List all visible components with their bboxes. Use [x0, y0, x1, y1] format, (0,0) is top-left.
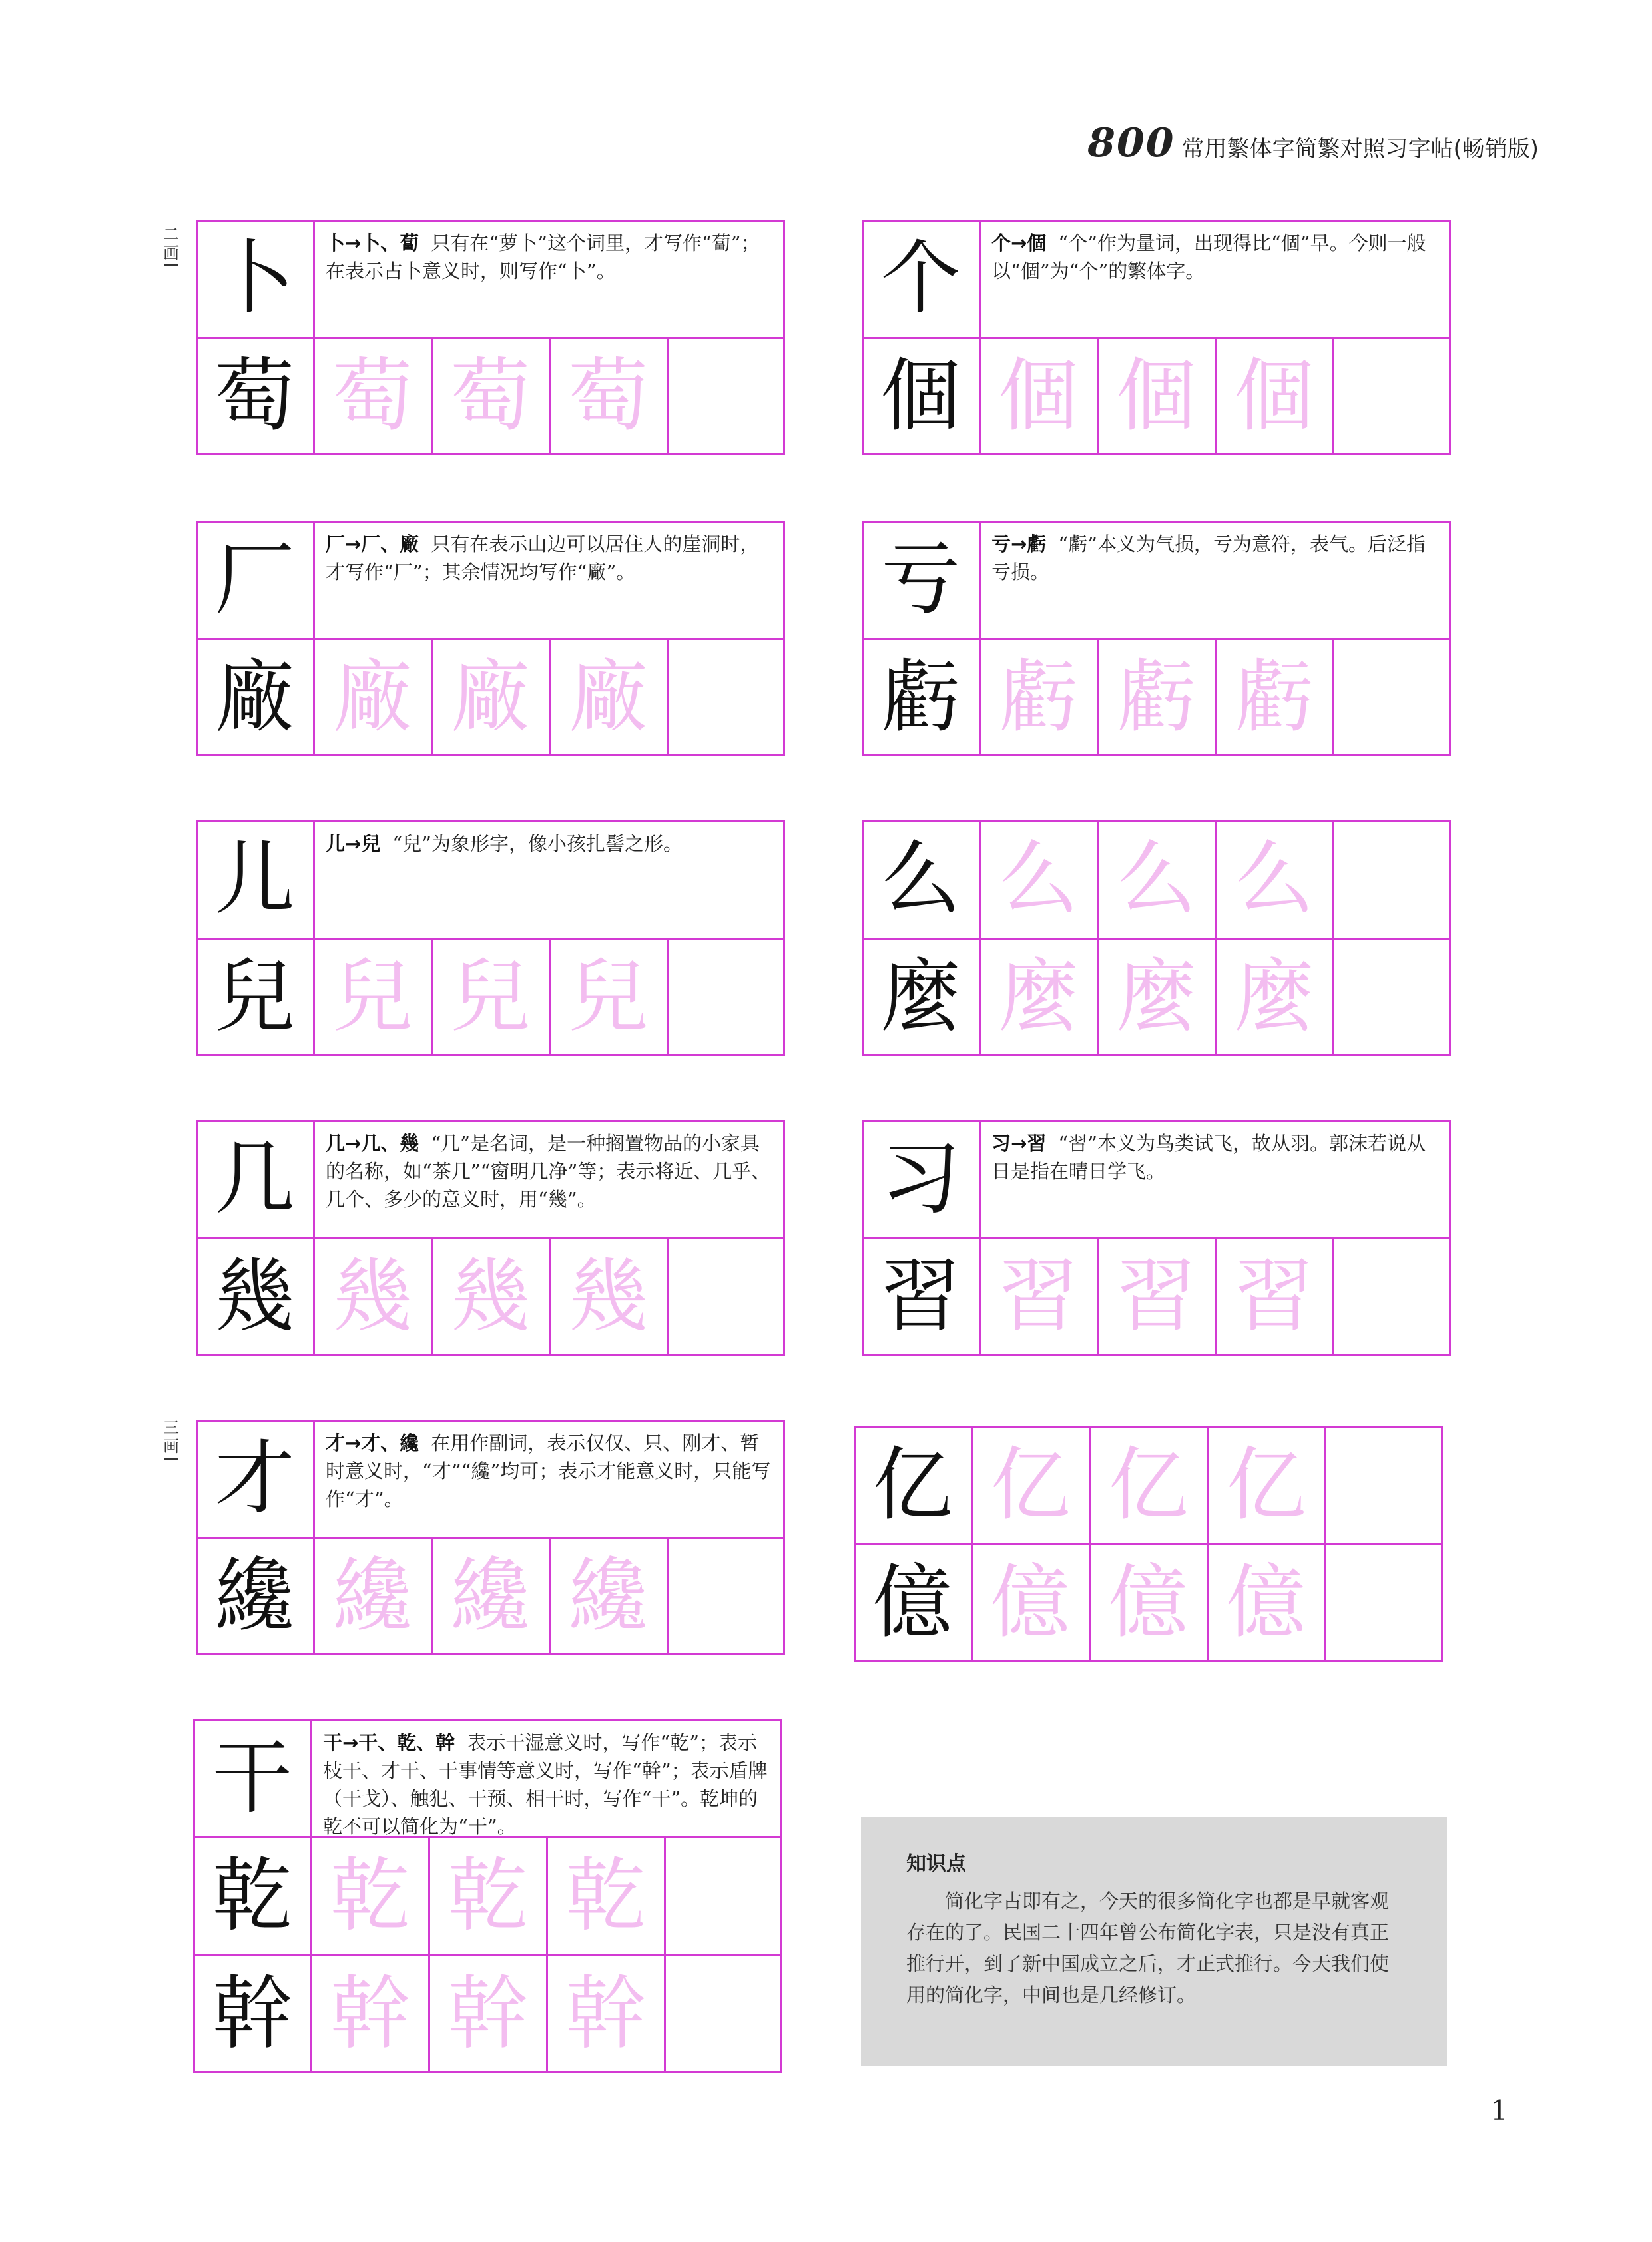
trace-char: 億 — [1108, 1556, 1189, 1649]
simplified-char-cell — [862, 1120, 979, 1238]
trace-cell — [431, 338, 549, 455]
trace-char: 兒 — [450, 950, 531, 1043]
trace-cell — [549, 938, 667, 1056]
book-number: 800 — [1087, 120, 1175, 166]
trace-char: 兒 — [568, 950, 649, 1043]
note-text — [314, 1120, 785, 1238]
trace-char: 幾 — [450, 1250, 531, 1343]
trace-char: 虧 — [998, 651, 1079, 744]
knowledge-title: 知识点 — [906, 1852, 966, 1876]
note-text — [314, 521, 785, 639]
char-card — [196, 1120, 785, 1356]
trace-cell — [314, 338, 431, 455]
note-heading: 厂→厂、廠 — [326, 533, 419, 555]
traditional-char-cell — [196, 1538, 314, 1655]
char-card — [862, 521, 1451, 756]
trace-cell — [979, 639, 1097, 756]
traditional-char-cell — [862, 338, 979, 455]
traditional-char-cell — [854, 1544, 971, 1662]
simplified-char-cell — [862, 521, 979, 639]
trace-cell — [549, 1238, 667, 1356]
note-heading: 干→干、乾、幹 — [323, 1731, 455, 1754]
note-heading: 习→習 — [991, 1132, 1047, 1155]
trace-cell — [1207, 1426, 1325, 1544]
simplified-char: 几 — [214, 1132, 295, 1225]
trace-cell — [1215, 820, 1333, 938]
trace-char: 幾 — [568, 1250, 649, 1343]
traditional-char: 麼 — [880, 950, 961, 1043]
note-body: 表示干湿意义时，写作“乾”；表示枝干、才干、干事情等意义时，写作“幹”；表示盾牌（干戈）、触犯、干预、相干时，写作“干”。乾坤的乾不可以简化为“干”。 — [323, 1731, 768, 1837]
trace-cell — [429, 1955, 547, 2073]
simplified-char-cell — [196, 1120, 314, 1238]
traditional-char-cell — [862, 938, 979, 1056]
note-heading: 个→個 — [991, 232, 1047, 254]
trace-char: 廠 — [568, 651, 649, 744]
trace-cell — [549, 639, 667, 756]
char-card — [862, 220, 1451, 455]
trace-char: 亿 — [1108, 1438, 1189, 1532]
trace-cell — [311, 1837, 429, 1955]
note-body: “几”是名词，是一种搁置物品的小家具的名称，如“茶几”“窗明几净”等；表示将近、几乎、几个、多少的意义时，用“幾”。 — [326, 1132, 771, 1211]
section-label-three-strokes: 三画 — [161, 1418, 181, 1456]
trace-char: 億 — [1226, 1556, 1306, 1649]
note-text — [311, 1719, 782, 1837]
char-card — [193, 1719, 782, 2073]
traditional-char: 幹 — [212, 1967, 292, 2060]
trace-cell — [429, 1837, 547, 1955]
traditional-char-cell — [196, 338, 314, 455]
traditional-char: 兒 — [214, 950, 295, 1043]
trace-cell — [431, 938, 549, 1056]
trace-char: 萄 — [568, 350, 649, 443]
traditional-char-cell — [862, 639, 979, 756]
traditional-char: 億 — [872, 1556, 953, 1649]
traditional-char: 習 — [880, 1250, 961, 1343]
trace-char: 幾 — [332, 1250, 413, 1343]
simplified-char: 亿 — [872, 1438, 953, 1532]
trace-char: 亿 — [990, 1438, 1071, 1532]
note-body: “習”本义为鸟类试飞，故从羽。郭沫若说从日是指在晴日学飞。 — [991, 1132, 1426, 1183]
traditional-char: 乾 — [212, 1849, 292, 1942]
traditional-char: 纔 — [214, 1549, 295, 1643]
knowledge-text: 简化字古即有之，今天的很多简化字也都是早就客观存在的了。民国二十四年曾公布简化字表，只是没有真正推行开，到了新中国成立之后，才正式推行。今天我们使用的简化字，中间也是几经修订。 — [906, 1890, 1390, 2006]
trace-char: 乾 — [565, 1849, 646, 1942]
page-number: 1 — [1490, 2094, 1508, 2127]
page-header — [1087, 120, 1539, 173]
trace-cell — [1215, 639, 1333, 756]
char-card — [862, 1120, 1451, 1356]
simplified-char: 亏 — [880, 533, 961, 626]
trace-cell — [314, 1538, 431, 1655]
char-card — [196, 521, 785, 756]
trace-cell — [979, 1238, 1097, 1356]
note-body: 只有在表示山边可以居住人的崖洞时，才写作“厂”；其余情况均写作“廠”。 — [326, 533, 760, 583]
trace-char: 虧 — [1234, 651, 1314, 744]
trace-cell — [1097, 639, 1215, 756]
traditional-char: 虧 — [880, 651, 961, 744]
trace-char: 習 — [998, 1250, 1079, 1343]
trace-char: 廠 — [450, 651, 531, 744]
trace-cell — [1215, 938, 1333, 1056]
trace-cell — [971, 1544, 1089, 1662]
trace-char: 個 — [1234, 350, 1314, 443]
char-card — [196, 820, 785, 1056]
note-heading: 才→才、纔 — [326, 1432, 419, 1454]
trace-cell — [1089, 1544, 1207, 1662]
simplified-char: 儿 — [214, 832, 295, 926]
traditional-char: 個 — [880, 350, 961, 443]
trace-char: 幹 — [565, 1967, 646, 2060]
note-text — [979, 220, 1451, 338]
trace-cell — [314, 639, 431, 756]
char-card — [854, 1426, 1443, 1662]
trace-char: 纔 — [450, 1549, 531, 1643]
trace-char: 么 — [1234, 832, 1314, 926]
trace-cell — [1215, 1238, 1333, 1356]
trace-cell — [547, 1955, 665, 2073]
trace-char: 廠 — [332, 651, 413, 744]
trace-cell — [314, 938, 431, 1056]
trace-char: 個 — [998, 350, 1079, 443]
simplified-char: 么 — [880, 832, 961, 926]
traditional-char: 廠 — [214, 651, 295, 744]
trace-cell — [549, 338, 667, 455]
trace-char: 亿 — [1226, 1438, 1306, 1532]
trace-char: 兒 — [332, 950, 413, 1043]
note-body: “个”作为量词，出现得比“個”早。今则一般以“個”为“个”的繁体字。 — [991, 232, 1426, 282]
trace-char: 纔 — [332, 1549, 413, 1643]
trace-cell — [1097, 338, 1215, 455]
traditional-char-cell — [196, 1238, 314, 1356]
knowledge-box — [861, 1817, 1447, 2066]
trace-char: 萄 — [332, 350, 413, 443]
trace-cell — [431, 1538, 549, 1655]
traditional-char: 幾 — [214, 1250, 295, 1343]
trace-cell — [431, 1238, 549, 1356]
trace-char: 幹 — [330, 1967, 410, 2060]
trace-char: 習 — [1116, 1250, 1197, 1343]
trace-cell — [1097, 820, 1215, 938]
trace-cell — [1207, 1544, 1325, 1662]
simplified-char-cell — [196, 820, 314, 938]
simplified-char: 干 — [212, 1731, 292, 1824]
trace-char: 虧 — [1116, 651, 1197, 744]
simplified-char-cell — [196, 220, 314, 338]
note-text — [314, 820, 785, 938]
trace-cell — [1097, 1238, 1215, 1356]
note-text — [314, 1420, 785, 1538]
trace-cell — [971, 1426, 1089, 1544]
trace-cell — [547, 1837, 665, 1955]
trace-char: 乾 — [447, 1849, 528, 1942]
trace-cell — [314, 1238, 431, 1356]
trace-char: 習 — [1234, 1250, 1314, 1343]
trace-char: 萄 — [450, 350, 531, 443]
trace-char: 麼 — [1116, 950, 1197, 1043]
simplified-char-cell — [193, 1719, 311, 1837]
trace-char: 幹 — [447, 1967, 528, 2060]
simplified-char: 习 — [880, 1132, 961, 1225]
trace-cell — [979, 338, 1097, 455]
note-heading: 卜→卜、蔔 — [326, 232, 419, 254]
trace-cell — [1089, 1426, 1207, 1544]
simplified-char-cell — [196, 1420, 314, 1538]
trace-cell — [431, 639, 549, 756]
simplified-char-cell — [862, 220, 979, 338]
traditional-char-cell — [862, 1238, 979, 1356]
note-body: “虧”本义为气损，亏为意符，表气。后泛指亏损。 — [991, 533, 1426, 583]
trace-cell — [549, 1538, 667, 1655]
simplified-char: 厂 — [214, 533, 295, 626]
simplified-char-cell — [196, 521, 314, 639]
traditional-char-cell — [193, 1837, 311, 1955]
trace-char: 億 — [990, 1556, 1071, 1649]
note-heading: 几→几、幾 — [326, 1132, 419, 1155]
traditional-char-cell — [193, 1955, 311, 2073]
note-heading: 儿→兒 — [326, 832, 381, 855]
note-text — [314, 220, 785, 338]
trace-char: 么 — [998, 832, 1079, 926]
char-card — [196, 1420, 785, 1655]
char-card — [862, 820, 1451, 1056]
trace-cell — [1215, 338, 1333, 455]
trace-char: 乾 — [330, 1849, 410, 1942]
simplified-char: 个 — [880, 232, 961, 325]
simplified-char: 才 — [214, 1432, 295, 1525]
note-body: 只有在“萝卜”这个词里，才写作“蔔”；在表示占卜意义时，则写作“卜”。 — [326, 232, 760, 282]
trace-cell — [979, 820, 1097, 938]
book-title: 常用繁体字简繁对照习字帖(畅销版) — [1181, 136, 1539, 162]
section-label-two-strokes: 二画 — [161, 225, 181, 262]
trace-char: 個 — [1116, 350, 1197, 443]
char-card — [196, 220, 785, 455]
traditional-char: 萄 — [214, 350, 295, 443]
simplified-char-cell — [854, 1426, 971, 1544]
traditional-char-cell — [196, 938, 314, 1056]
note-body: “兒”为象形字，像小孩扎髻之形。 — [392, 832, 683, 855]
traditional-char-cell — [196, 639, 314, 756]
trace-cell — [1097, 938, 1215, 1056]
note-text — [979, 1120, 1451, 1238]
trace-cell — [311, 1955, 429, 2073]
trace-char: 么 — [1116, 832, 1197, 926]
note-body: 在用作副词，表示仅仅、只、刚才、暂时意义时，“才”“纔”均可；表示才能意义时，只能写作“才”。 — [326, 1432, 771, 1510]
simplified-char-cell — [862, 820, 979, 938]
trace-char: 麼 — [1234, 950, 1314, 1043]
trace-char: 麼 — [998, 950, 1079, 1043]
note-heading: 亏→虧 — [991, 533, 1047, 555]
trace-cell — [979, 938, 1097, 1056]
trace-char: 纔 — [568, 1549, 649, 1643]
note-text — [979, 521, 1451, 639]
simplified-char: 卜 — [214, 232, 295, 325]
